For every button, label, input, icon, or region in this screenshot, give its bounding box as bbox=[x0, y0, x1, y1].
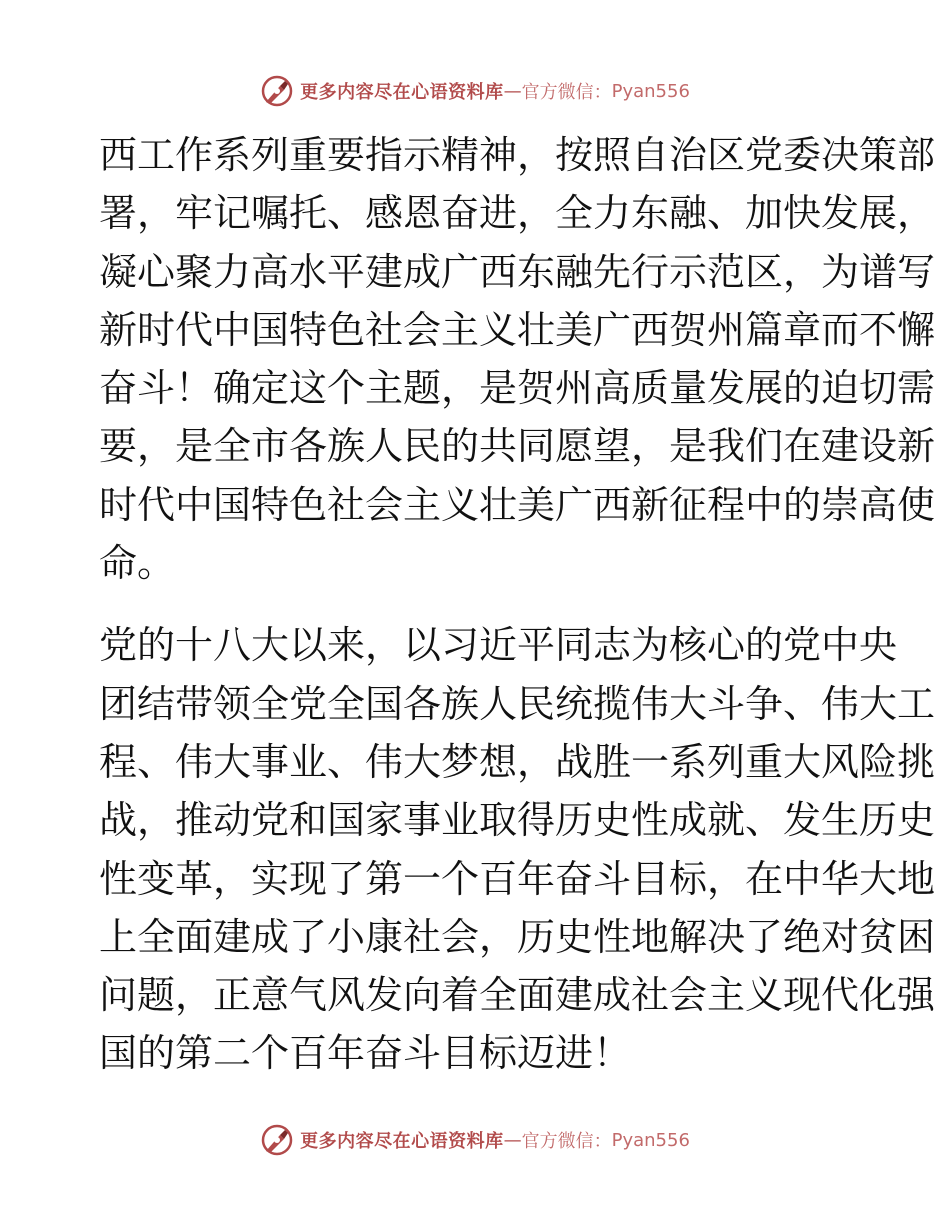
text-line: 命。 bbox=[99, 541, 176, 586]
text-line: 性变革，实现了第一个百年奋斗目标，在中华大地 bbox=[99, 856, 936, 901]
watermark-label: 官方微信： bbox=[521, 82, 612, 103]
brand-logo-icon bbox=[260, 1123, 294, 1157]
document-body bbox=[99, 126, 936, 1083]
text-line: 团结带领全党全国各族人民统揽伟大斗争、伟大工 bbox=[99, 681, 936, 726]
watermark-title: 更多内容尽在心语资料库 bbox=[300, 82, 504, 103]
paragraph bbox=[99, 616, 936, 1082]
footer-watermark bbox=[0, 1120, 950, 1160]
watermark-dash: — bbox=[503, 80, 522, 102]
watermark-label: 官方微信： bbox=[521, 1131, 612, 1152]
text-line: 署，牢记嘱托、感恩奋进，全力东融、加快发展， bbox=[99, 191, 936, 236]
header-watermark bbox=[0, 71, 950, 111]
text-line: 上全面建成了小康社会，历史性地解决了绝对贫困 bbox=[99, 914, 936, 959]
text-line: 战，推动党和国家事业取得历史性成就、发生历史 bbox=[99, 798, 936, 843]
watermark-wechat-id: Pyan556 bbox=[611, 1129, 690, 1151]
text-line: 国的第二个百年奋斗目标迈进！ bbox=[99, 1031, 632, 1076]
text-line: 西工作系列重要指示精神，按照自治区党委决策部 bbox=[99, 133, 936, 177]
text-line: 奋斗！确定这个主题，是贺州高质量发展的迫切需 bbox=[99, 366, 936, 411]
text-line: 要，是全市各族人民的共同愿望，是我们在建设新 bbox=[99, 424, 936, 469]
watermark-wechat-id: Pyan556 bbox=[611, 80, 690, 102]
text-line: 党的十八大以来，以习近平同志为核心的党中央 bbox=[99, 623, 898, 668]
watermark-dash: — bbox=[503, 1129, 522, 1151]
paragraph bbox=[99, 126, 936, 592]
text-line: 程、伟大事业、伟大梦想，战胜一系列重大风险挑 bbox=[99, 739, 936, 784]
text-line: 时代中国特色社会主义壮美广西新征程中的崇高使 bbox=[99, 482, 936, 527]
text-line: 新时代中国特色社会主义壮美广西贺州篇章而不懈 bbox=[99, 307, 936, 352]
text-line: 问题，正意气风发向着全面建成社会主义现代化强 bbox=[99, 973, 936, 1018]
brand-logo-icon bbox=[260, 74, 294, 108]
watermark-title: 更多内容尽在心语资料库 bbox=[300, 1131, 504, 1152]
text-line: 凝心聚力高水平建成广西东融先行示范区，为谱写 bbox=[99, 249, 936, 294]
